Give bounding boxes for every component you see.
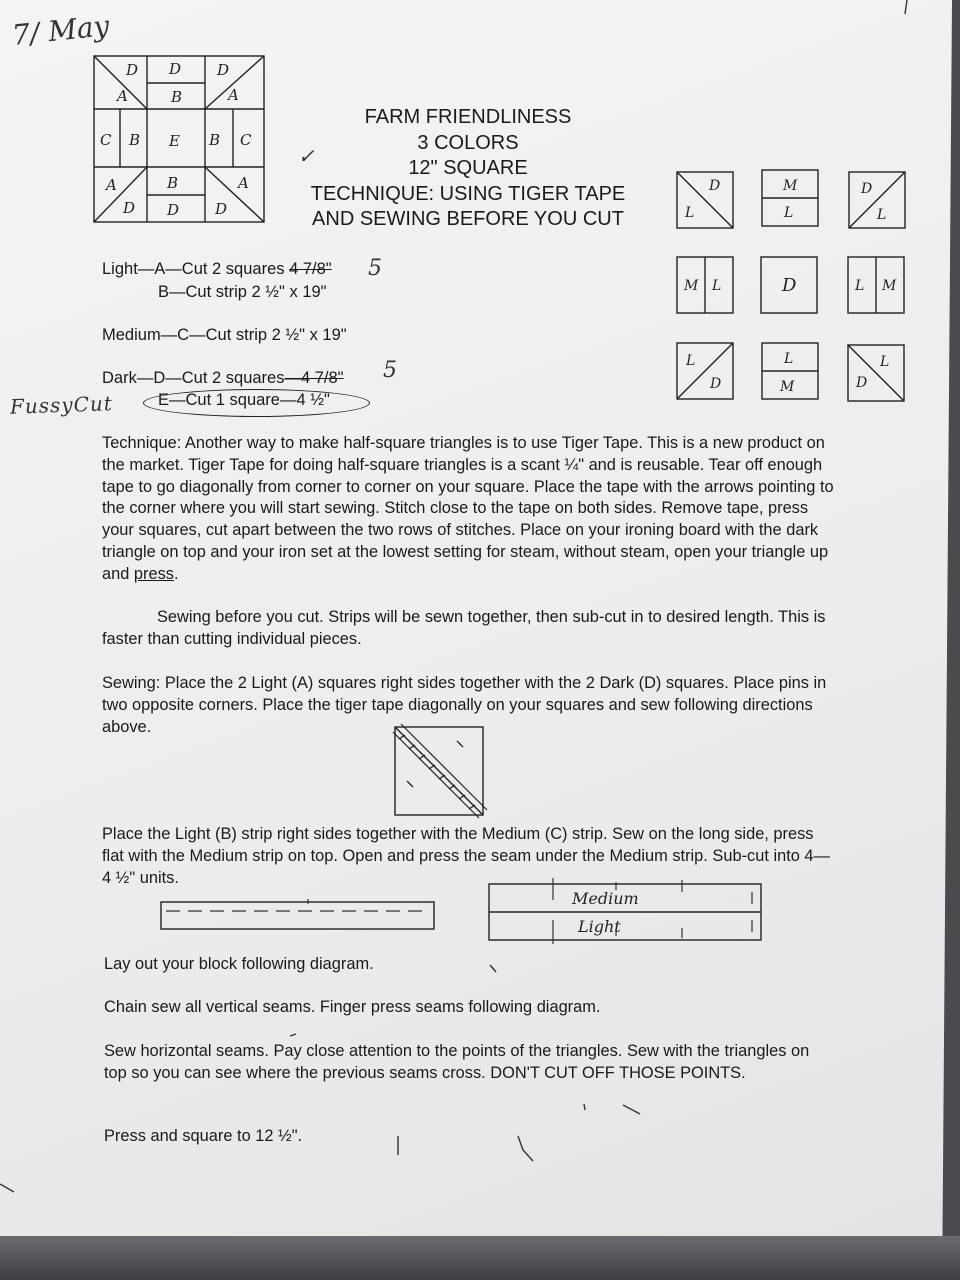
unit-label: L: [784, 205, 794, 221]
block-label: A: [106, 176, 117, 194]
unit-label: M: [684, 278, 699, 294]
final-press-instruction: Press and square to 12 ½".: [104, 1127, 303, 1145]
handwritten-correction: 5: [383, 358, 397, 383]
color-count: 3 COLORS: [417, 131, 519, 154]
unit-label: L: [877, 207, 887, 223]
struck-size: 4 7/8": [289, 260, 332, 278]
underlined-word: press: [133, 564, 174, 583]
vertical-seams-instruction: Chain sew all vertical seams. Finger press seams following diagram.: [104, 998, 601, 1016]
strip-label-medium: Medium: [572, 889, 639, 908]
cut-dark-e: E—Cut 1 square—4 ½": [158, 391, 330, 409]
block-size: 12" SQUARE: [408, 157, 528, 179]
block-label: B: [171, 88, 183, 106]
cut-medium-c: Medium—C—Cut strip 2 ½" x 19": [102, 326, 347, 344]
block-label: C: [100, 131, 112, 149]
layout-instruction: Lay out your block following diagram.: [104, 955, 374, 973]
block-label: D: [169, 60, 182, 78]
block-label: D: [167, 201, 180, 219]
struck-size: —4 7/8": [284, 369, 344, 387]
block-label: E: [169, 132, 180, 150]
cut-light-b: B—Cut strip 2 ½" x 19": [158, 283, 327, 301]
block-label: A: [238, 174, 249, 192]
technique-paragraph: Technique: Another way to make half-square triangles is to use Tiger Tape. This is a new product on the market. Tiger Tape for doing half-square triangles is a scant ¼" and is reusable. Tear off enough tape to go diagonally from corner to corner on your square. Place the tape with the arrows pointing to the corner where you will start sewing. Stitch close to the tape on both sides. Remove tape, press your squares, cut apart between the two rows of stitches. Place on your ironing board with the dark triangle on top and your iron set at the lowest setting for steam, without steam, open your triangle up and press.: [102, 434, 834, 583]
strip-label-light: Light: [578, 917, 621, 936]
technique-line: TECHNIQUE: USING TIGER TAPE: [310, 182, 626, 205]
handwritten-date-note: 7/ May: [10, 9, 111, 52]
block-label: D: [217, 61, 230, 79]
block-label: B: [209, 131, 221, 149]
unit-label: L: [784, 351, 794, 367]
block-label: D: [215, 200, 228, 218]
unit-label: L: [712, 278, 722, 294]
cut-dark-d: Dark—D—Cut 2 squares—4 7/8": [102, 369, 344, 387]
carpet-background: [0, 1236, 960, 1280]
block-label: A: [117, 87, 128, 105]
horizontal-seams-instruction: Sew horizontal seams. Pay close attention to the points of the triangles. Sew with the triangles on top so you can see where the previous seams cross. DON'T CUT OFF THOSE POINTS.: [104, 1042, 810, 1082]
strip-sewing-paragraph: Place the Light (B) strip right sides together with the Medium (C) strip. Sew on the long side, press flat with the Medium strip on top. Open and press the seam under the Medium strip. Sub-cut into 4—4 ½" units.: [102, 825, 830, 887]
unit-label: M: [780, 379, 795, 395]
unit-label: M: [882, 278, 897, 294]
handwritten-correction: 5: [368, 256, 382, 281]
unit-label: D: [710, 376, 722, 392]
block-label: A: [228, 86, 239, 104]
unit-label: L: [685, 205, 695, 221]
pattern-title: FARM FRIENDLINESS: [364, 106, 572, 128]
cut-light-a: Light—A—Cut 2 squares 4 7/8": [102, 260, 332, 278]
block-label: B: [129, 131, 141, 149]
handwritten-check-mark: ✓: [298, 144, 315, 168]
block-label: C: [240, 131, 252, 149]
unit-label: D: [856, 375, 868, 391]
technique-line: AND SEWING BEFORE YOU CUT: [312, 208, 624, 230]
sew-before-cut-paragraph: Sewing before you cut. Strips will be sewn together, then sub-cut in to desired length. This is faster than cutting individual pieces.: [102, 608, 826, 648]
unit-label: D: [782, 275, 797, 296]
unit-label: L: [880, 354, 890, 370]
unit-label: L: [855, 278, 865, 294]
sewing-paragraph: Sewing: Place the 2 Light (A) squares right sides together with the 2 Dark (D) squares. Place pins in two opposite corners. Place the tiger tape diagonally on your squares and sew following directions above.: [102, 674, 827, 736]
block-label: D: [126, 61, 139, 79]
unit-label: D: [861, 181, 873, 197]
handwritten-fussy-cut: FussyCut: [9, 391, 114, 419]
unit-label: M: [783, 178, 798, 194]
unit-label: D: [709, 178, 721, 194]
block-label: B: [167, 174, 179, 192]
block-label: D: [123, 199, 136, 217]
unit-label: L: [686, 353, 696, 369]
